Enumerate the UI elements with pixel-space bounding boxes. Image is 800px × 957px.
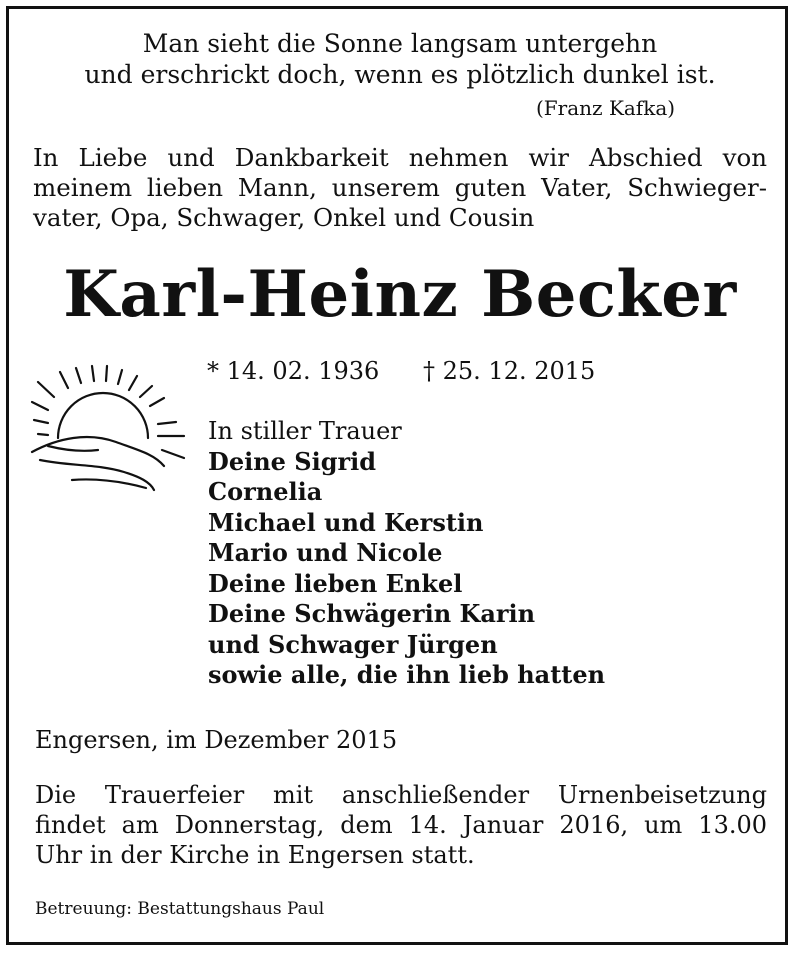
quote-line-1: Man sieht die Sonne langsam untergehn bbox=[142, 29, 658, 58]
mourner-name: Deine Schwägerin Karin bbox=[208, 599, 536, 628]
mourner-name: Mario und Nicole bbox=[208, 538, 443, 567]
quote-author: (Franz Kafka) bbox=[536, 96, 676, 120]
sunset-icon bbox=[28, 362, 196, 500]
birth-date: * 14. 02. 1936 bbox=[207, 357, 380, 385]
ceremony-line-2: findet am Donnerstag, dem 14. Januar 2016, um 13.00 bbox=[35, 811, 767, 839]
mourners-block bbox=[208, 416, 605, 691]
deceased-name: Karl-Heinz Becker bbox=[63, 257, 737, 332]
mourner-name: Deine lieben Enkel bbox=[208, 568, 463, 598]
death-date: † 25. 12. 2015 bbox=[423, 357, 596, 385]
ceremony-line-1: Die Trauerfeier mit anschließender Urnenbeisetzung bbox=[35, 781, 767, 809]
mourner-name: sowie alle, die ihn lieb hatten bbox=[208, 660, 606, 689]
place-date: Engersen, im Dezember 2015 bbox=[35, 726, 398, 754]
intro-line-3: vater, Opa, Schwager, Onkel und Cousin bbox=[33, 203, 535, 232]
mourners-heading: In stiller Trauer bbox=[208, 417, 402, 445]
mourner-name: Cornelia bbox=[208, 477, 323, 506]
mourner-name: und Schwager Jürgen bbox=[208, 629, 498, 659]
intro-line-1: In Liebe und Dankbarkeit nehmen wir Abschied von bbox=[33, 143, 767, 172]
mourner-name: Michael und Kerstin bbox=[208, 507, 484, 537]
funeral-home-credit: Betreuung: Bestattungshaus Paul bbox=[35, 899, 325, 919]
mourner-name: Deine Sigrid bbox=[208, 446, 377, 476]
ceremony-line-3: Uhr in der Kirche in Engersen statt. bbox=[35, 841, 475, 869]
intro-line-2: meinem lieben Mann, unserem guten Vater, Schwieger- bbox=[33, 173, 767, 202]
quote-line-2: und erschrickt doch, wenn es plötzlich dunkel ist. bbox=[84, 60, 716, 89]
